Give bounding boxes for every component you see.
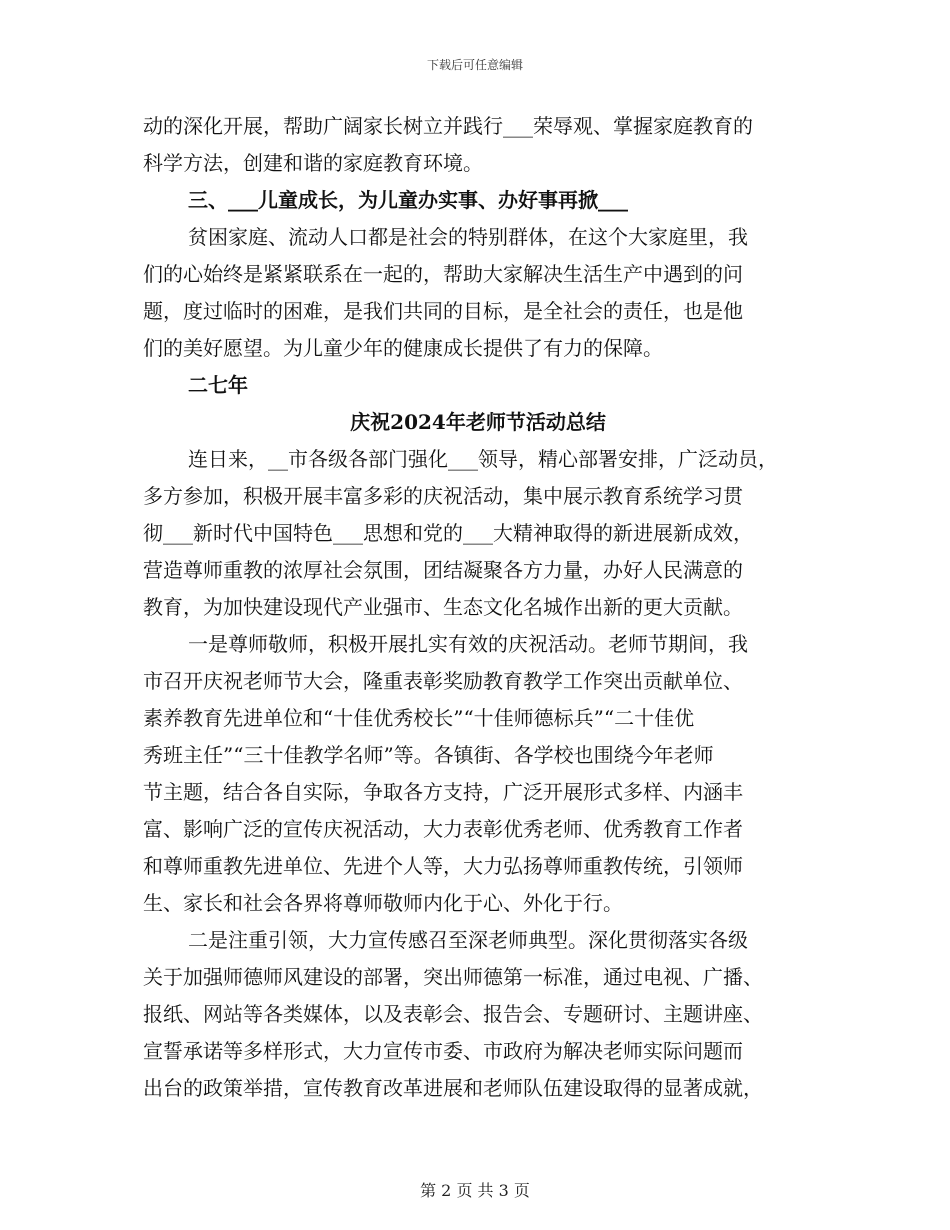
- section-heading: 三、___儿童成长，为儿童办实事、办好事再掀___: [188, 188, 628, 212]
- document-title: 庆祝2024年老师节活动总结: [350, 410, 606, 434]
- paragraph-line: 连日来，__市各级各部门强化___领导，精心部署安排，广泛动员，: [188, 447, 778, 471]
- page-header: 下载后可任意编辑: [426, 58, 523, 72]
- paragraph-line: 宣誓承诺等多样形式，大力宣传市委、市政府为解决老师实际问题而: [143, 1039, 743, 1063]
- paragraph-line: 富、影响广泛的宣传庆祝活动，大力表彰优秀老师、优秀教育工作者: [143, 817, 743, 841]
- paragraph-line: 报纸、网站等各类媒体，以及表彰会、报告会、专题研讨、主题讲座、: [143, 1002, 763, 1026]
- paragraph-line: 和尊师重教先进单位、先进个人等，大力弘扬尊师重教传统，引领师: [143, 854, 743, 878]
- paragraph-line: 关于加强师德师风建设的部署，突出师德第一标准，通过电视、广播、: [143, 965, 763, 989]
- paragraph-line: 们的美好愿望。为儿童少年的健康成长提供了有力的保障。: [143, 336, 663, 360]
- paragraph-line: 营造尊师重教的浓厚社会氛围，团结凝聚各方力量，办好人民满意的: [143, 558, 743, 582]
- paragraph-line: 们的心始终是紧紧联系在一起的，帮助大家解决生活生产中遇到的问: [143, 262, 743, 286]
- paragraph-line: 素养教育先进单位和“十佳优秀校长”“十佳师德标兵”“二十佳优: [143, 706, 695, 730]
- paragraph-line: 出台的政策举措，宣传教育改革进展和老师队伍建设取得的显著成就，: [143, 1076, 763, 1100]
- paragraph-line: 二是注重引领，大力宣传感召至深老师典型。深化贯彻落实各级: [188, 928, 748, 952]
- date-line: 二七年: [188, 373, 248, 397]
- paragraph-line: 一是尊师敬师，积极开展扎实有效的庆祝活动。老师节期间，我: [188, 632, 748, 656]
- paragraph-line: 秀班主任”“三十佳教学名师”等。各镇街、各学校也围绕今年老师: [143, 743, 714, 767]
- paragraph-line: 生、家长和社会各界将尊师敬师内化于心、外化于行。: [143, 891, 623, 915]
- page-number-footer: 第 2 页 共 3 页: [420, 1181, 530, 1200]
- paragraph-line: 市召开庆祝老师节大会，隆重表彰奖励教育教学工作突出贡献单位、: [143, 669, 743, 693]
- paragraph-line: 彻___新时代中国特色___思想和党的___大精神取得的新进展新成效，: [143, 521, 753, 545]
- paragraph-line: 题，度过临时的困难，是我们共同的目标，是全社会的责任，也是他: [143, 299, 743, 323]
- paragraph-line: 动的深化开展，帮助广阔家长树立并践行___荣辱观、掌握家庭教育的: [143, 114, 753, 138]
- document-body: [143, 108, 813, 1107]
- paragraph-line: 贫困家庭、流动人口都是社会的特别群体，在这个大家庭里，我: [188, 225, 748, 249]
- paragraph-line: 多方参加，积极开展丰富多彩的庆祝活动，集中展示教育系统学习贯: [143, 484, 743, 508]
- paragraph-line: 教育，为加快建设现代产业强市、生态文化名城作出新的更大贡献。: [143, 595, 743, 619]
- paragraph-line: 节主题，结合各自实际，争取各方支持，广泛开展形式多样、内涵丰: [143, 780, 743, 804]
- paragraph-line: 科学方法，创建和谐的家庭教育环境。: [143, 151, 483, 175]
